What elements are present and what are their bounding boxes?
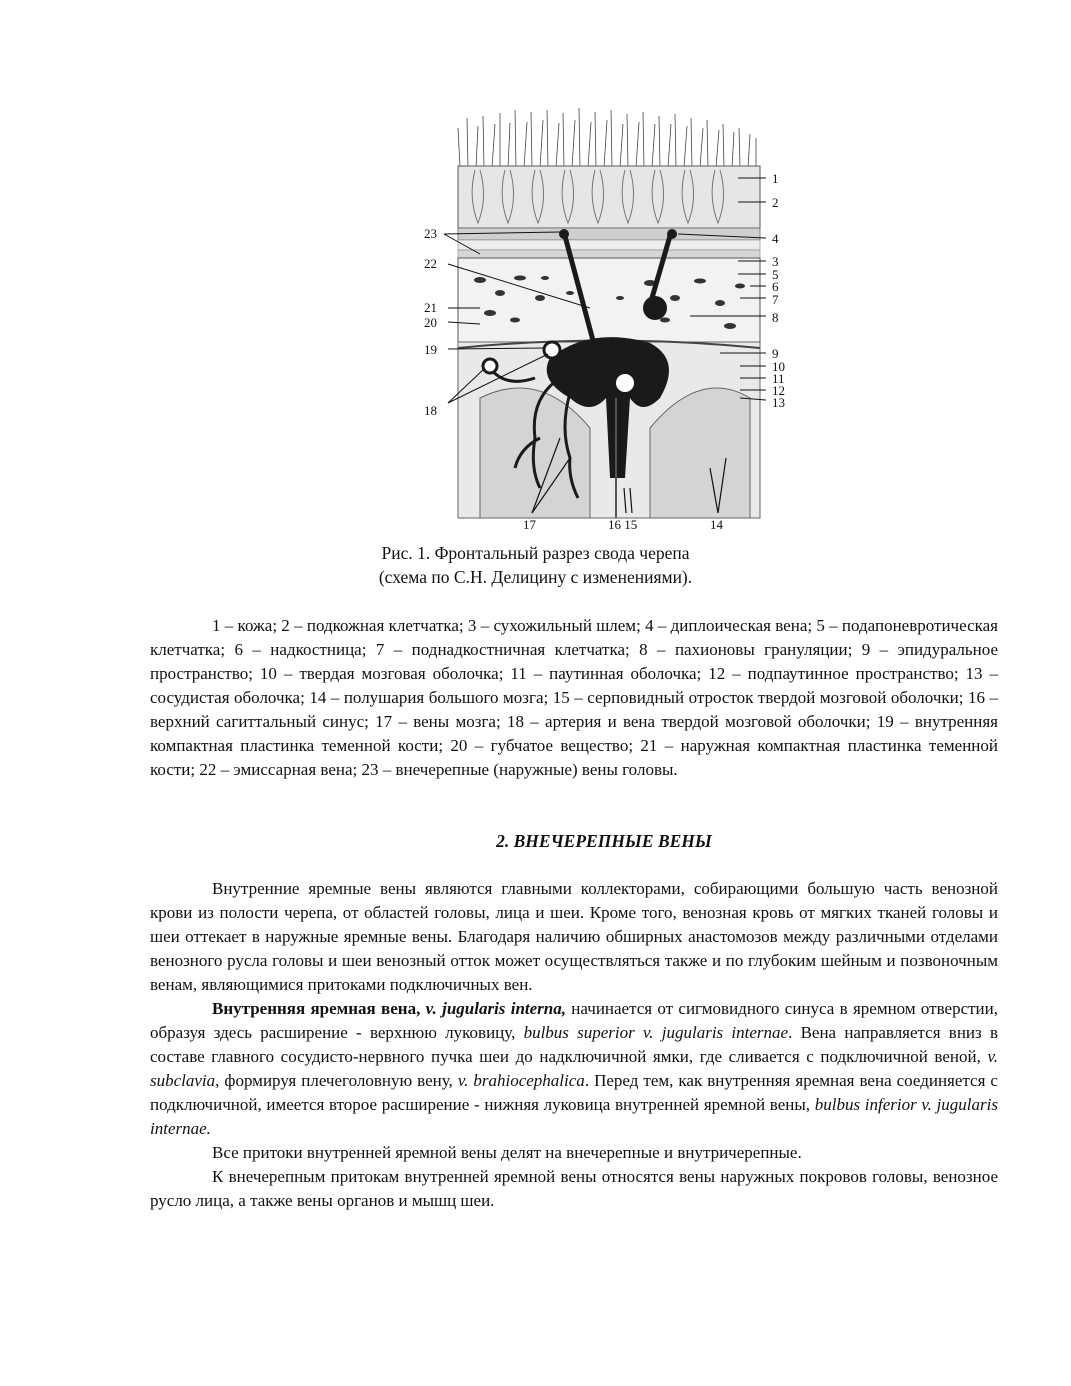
figure-label-22: 22 bbox=[424, 256, 437, 271]
figure-legend: 1 – кожа; 2 – подкожная клетчатка; 3 – сухожильный шлем; 4 – диплоическая вена; 5 – подапоневротическая клетчатка; 6 – надкостница; 7 – поднадкостничная клетчатка; 8 – пахионовы грануляции; 9 – эпидуральное пространство; 10 – твердая мозговая оболочка; 11 – паутинная оболочка; 12 – подпаутинное пространство; 13 – сосудистая оболочка; 14 – полушария большого мозга; 15 – серповидный отросток твердой мозговой оболочки; 16 – верхний сагиттальный синус; 17 – вены мозга; 18 – артерия и вена твердой мозговой оболочки; 19 – внутренняя компактная пластинка теменной кости; 20 – губчатое вещество; 21 – наружная компактная пластинка теменной кости; 22 – эмиссарная вена; 23 – внечерепные (наружные) вены головы. bbox=[150, 616, 998, 779]
figure-label-12: 12 bbox=[772, 383, 785, 398]
p2-latin-2: , v. subclavia bbox=[150, 1047, 998, 1090]
periosteum-layer bbox=[458, 250, 760, 258]
figure-label-1: 1 bbox=[772, 171, 779, 186]
term-latin: v. jugularis interna, bbox=[425, 999, 566, 1018]
anatomical-diagram bbox=[420, 98, 798, 536]
body-text bbox=[150, 877, 998, 1213]
figure-label-7: 7 bbox=[772, 292, 779, 307]
paragraph-1: Внутренние яремные вены являются главными коллекторами, собирающими большую часть венозной крови из полости черепа, от областей головы, лица и шеи. Кроме того, венозная кровь от мягких тканей головы и шеи оттекает в наружные яремные вены. Благодаря наличию обширных анастомозов между различными отделами венозного русла головы и шеи венозный отток может осуществляться также и по глубоким шейным и позвоночным венам, являющимися притоками подключичных вен. bbox=[150, 879, 998, 994]
p2-text-2: . Вена направляется вниз в составе главного сосудисто-нервного пучка шеи до надключичной ямки, где сливается с подключичной веной bbox=[150, 1023, 998, 1066]
figure-label-20: 20 bbox=[424, 315, 437, 330]
p2-text-1: начинается от сигмовидного синуса в яремном отверстии, образуя здесь расширение - верхнюю луковицу, bbox=[150, 999, 999, 1042]
diploic-vein-end bbox=[667, 229, 677, 239]
skin-layer bbox=[458, 166, 760, 228]
caption-line-2: (схема по С.Н. Делицину с изменениями). bbox=[378, 567, 693, 587]
figure-label-23: 23 bbox=[424, 226, 437, 241]
term-bold: Внутренняя яремная вена, bbox=[212, 999, 421, 1018]
figure-label-8: 8 bbox=[772, 310, 779, 325]
hair bbox=[458, 108, 756, 168]
p2-latin-3: v. brahiocephalica bbox=[457, 1071, 585, 1090]
caption-line-1: Рис. 1. Фронтальный разрез свода черепа bbox=[381, 543, 690, 563]
subaponeurotic-layer bbox=[458, 240, 760, 250]
figure-label-11: 11 bbox=[772, 371, 785, 386]
meningeal-vessel-2 bbox=[483, 359, 497, 373]
paragraph-3: Все притоки внутренней яремной вены делят на внечерепные и внутричерепные. bbox=[212, 1143, 802, 1162]
figure-label-14: 14 bbox=[710, 517, 723, 532]
figure-label-6: 6 bbox=[772, 279, 779, 294]
figure-label-10: 10 bbox=[772, 359, 785, 374]
figure-label-2: 2 bbox=[772, 195, 779, 210]
diploic-vein-dilation bbox=[643, 296, 667, 320]
galea-layer bbox=[458, 228, 760, 240]
figure-caption bbox=[0, 541, 1071, 589]
figure-label-4: 4 bbox=[772, 231, 779, 246]
p2-text-3: , формируя плечеголовную вену, bbox=[215, 1071, 458, 1090]
paragraph-4: К внечерепным притокам внутренней яремной вены относятся вены наружных покровов головы, венозное русло лица, а также вены органов и мышц шеи. bbox=[150, 1167, 998, 1210]
figure-label-21: 21 bbox=[424, 300, 437, 315]
p2-text-4: . Перед тем, как внутренняя яремная вена соединяется с подключичной, имеется второе расширение - нижняя луковица внутренней яремной вены, bbox=[150, 1071, 998, 1114]
figure-label-9: 9 bbox=[772, 346, 779, 361]
figure-label-18: 18 bbox=[424, 403, 437, 418]
skull-bone bbox=[458, 258, 760, 342]
section-heading: 2. ВНЕЧЕРЕПНЫЕ ВЕНЫ bbox=[496, 831, 712, 851]
meningeal-vessel bbox=[544, 342, 560, 358]
skull-vault-section-figure bbox=[420, 98, 798, 536]
paragraph-2 bbox=[150, 997, 998, 1141]
figure-label-16-15: 16 15 bbox=[608, 517, 638, 532]
p2-latin-1: bulbus superior v. jugularis internae bbox=[523, 1023, 789, 1042]
p2-latin-4: bulbus inferior v. jugularis internae. bbox=[150, 1095, 998, 1138]
figure-label-13: 13 bbox=[772, 395, 785, 410]
figure-label-17: 17 bbox=[523, 517, 536, 532]
figure-label-19: 19 bbox=[424, 342, 437, 357]
emissary-vein-end bbox=[559, 229, 569, 239]
figure-label-5: 5 bbox=[772, 267, 779, 282]
figure-label-3: 3 bbox=[772, 254, 779, 269]
pacchionian-granulation bbox=[615, 373, 635, 393]
